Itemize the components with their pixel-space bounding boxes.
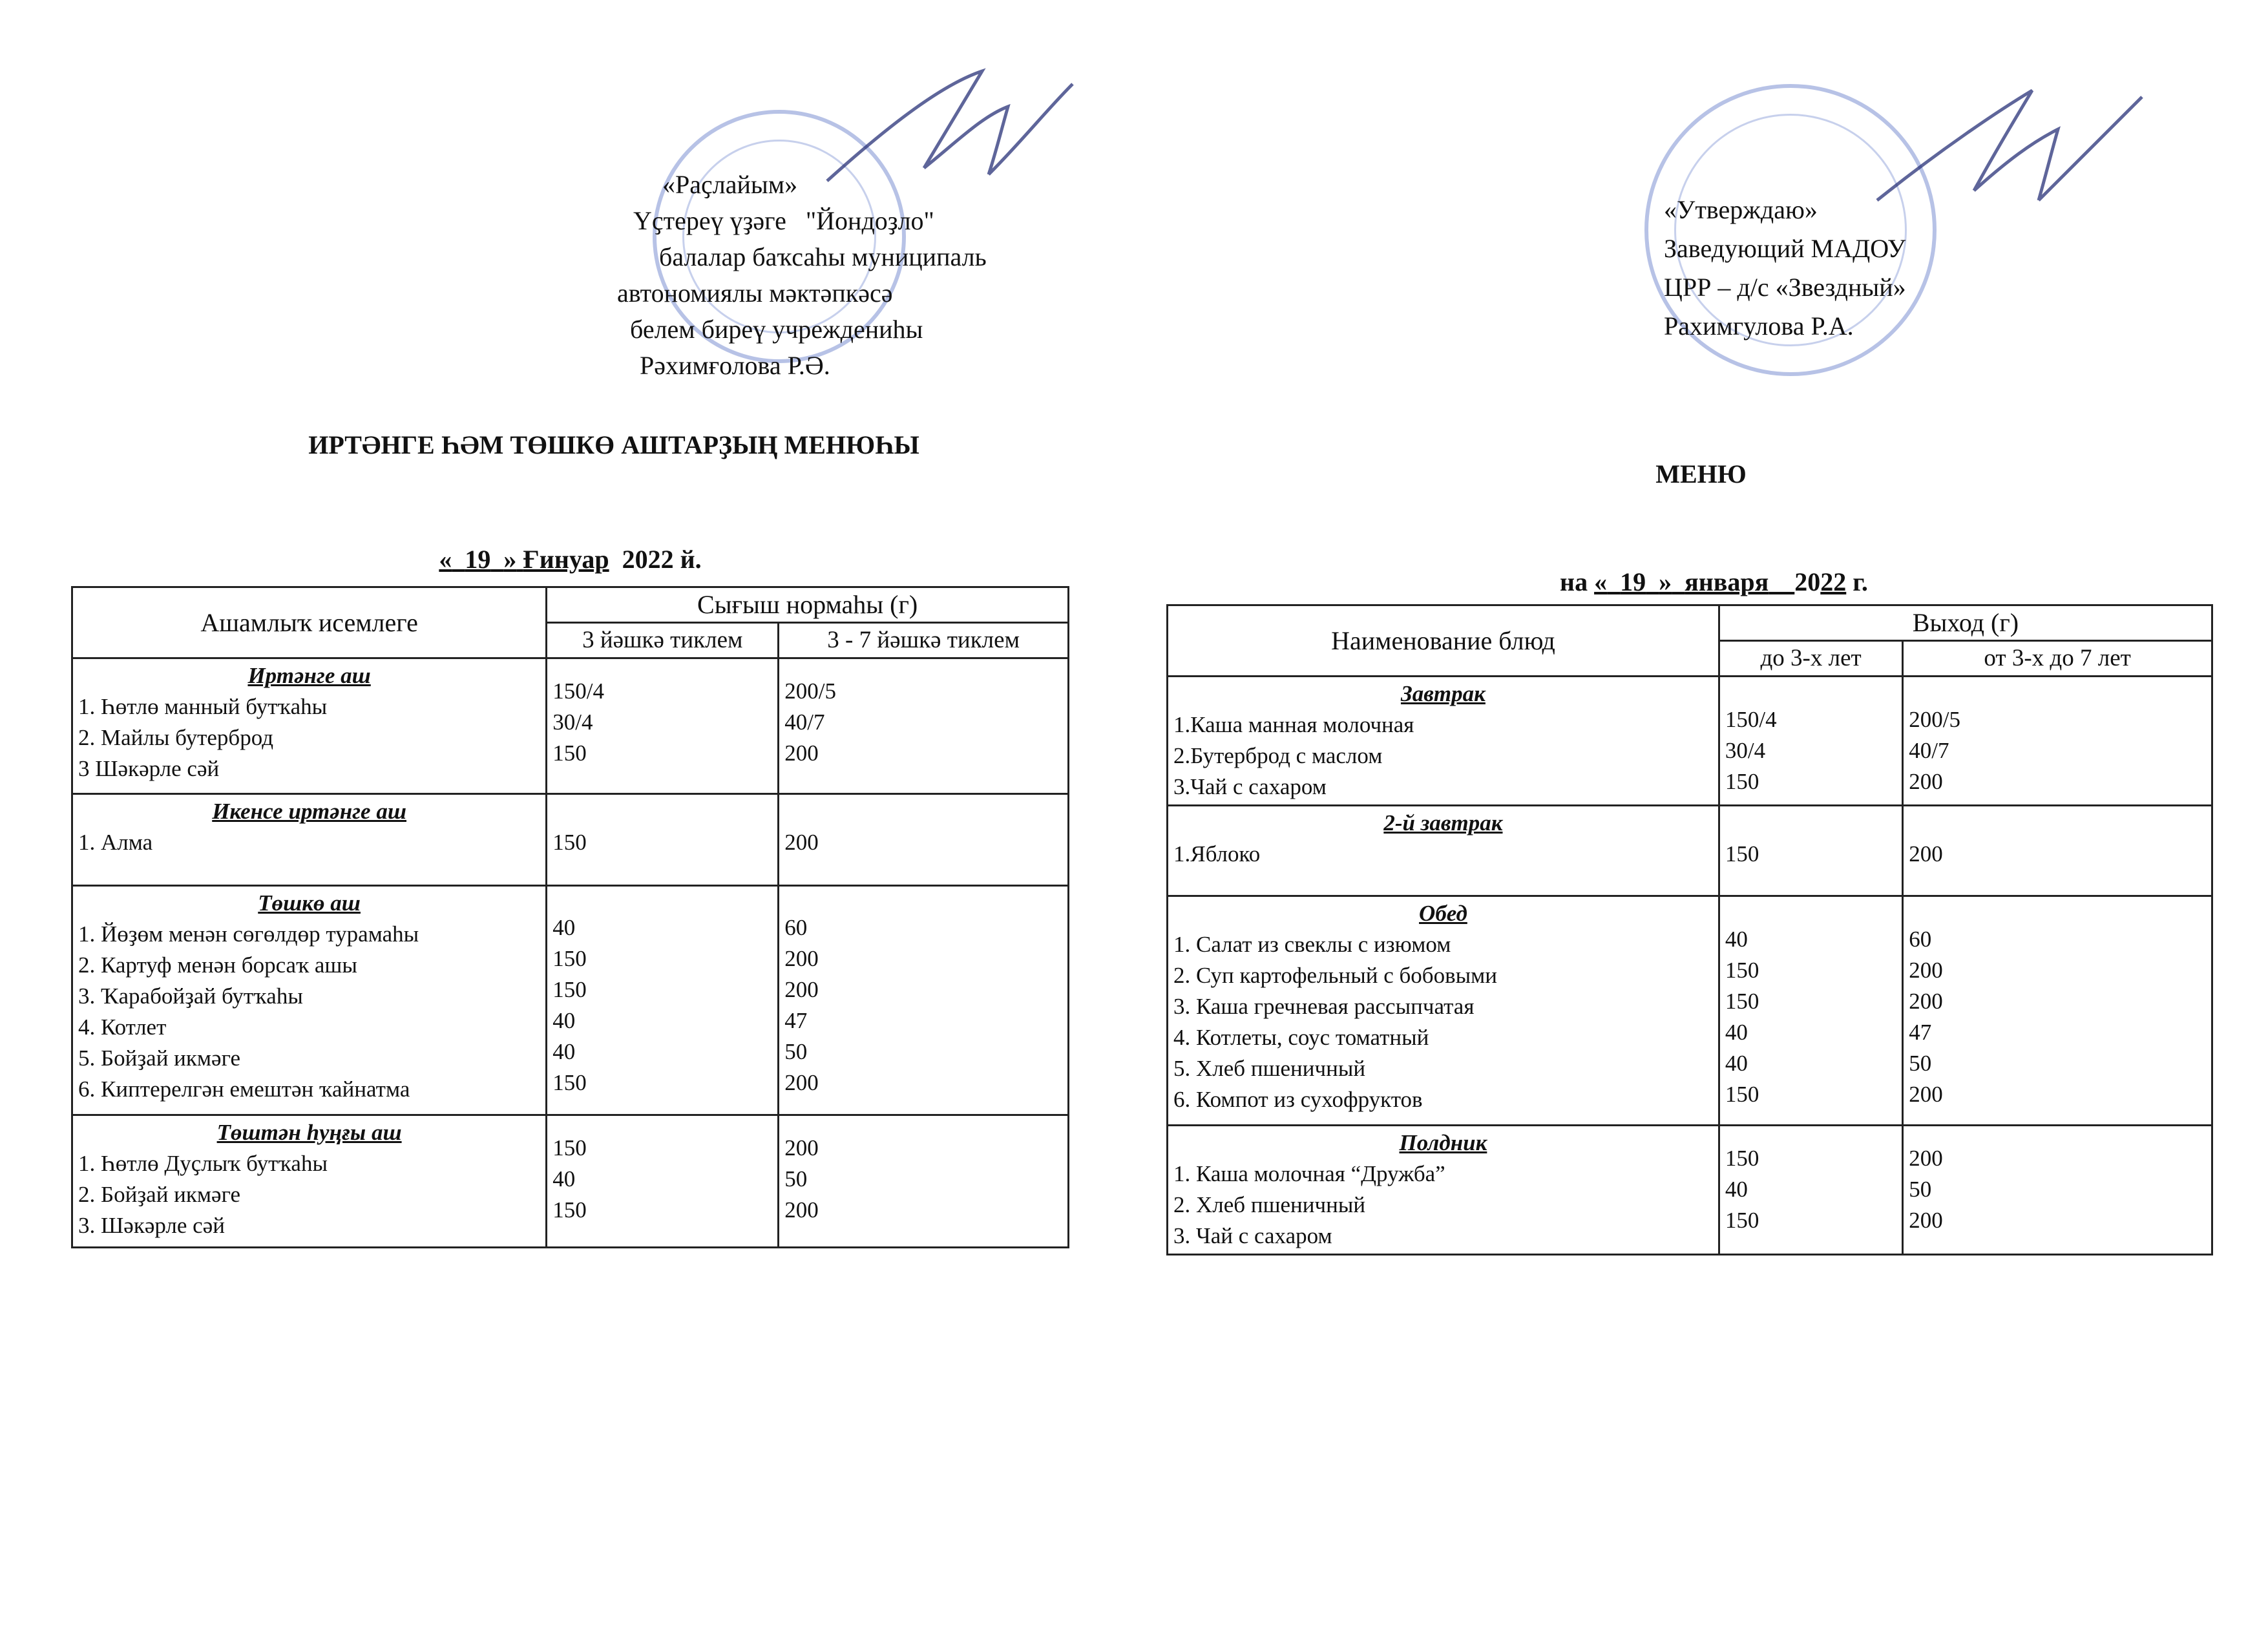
portion-value: 150/4: [552, 678, 604, 704]
dish-item: 2. Суп картофельный с бобовыми: [1173, 963, 1498, 988]
portion-value: 150: [1725, 1146, 1759, 1171]
dish-item: 6. Киптерелгән емештән ҡайнатма: [78, 1077, 410, 1102]
portion-value: 200: [784, 1135, 819, 1161]
portion-value: 200: [1909, 958, 1943, 983]
portion-value: 60: [784, 915, 808, 940]
portion-value: 200: [1909, 841, 1943, 867]
date-close: »: [503, 545, 517, 574]
date-open: «: [1594, 567, 1608, 596]
approval-line: автономиялы мәктәпкәсә: [617, 278, 893, 308]
dish-item: 2.Бутерброд с маслом: [1173, 743, 1383, 768]
column-header-output: Сығыш нормаһы (г): [547, 587, 1069, 623]
date-day: 19: [465, 545, 491, 574]
approval-line: Рәхимғолова Р.Ә.: [640, 351, 830, 380]
dish-item: 1. Һөтлө манный бутҡаһы: [78, 694, 328, 719]
meal-section-title: 2-й завтрак: [1383, 810, 1503, 835]
portion-value: 50: [784, 1166, 808, 1192]
portion-value: 50: [1909, 1177, 1932, 1202]
date-open: «: [439, 545, 452, 574]
portion-value: 47: [784, 1008, 808, 1033]
portion-value: 150/4: [1725, 707, 1777, 732]
table-row: [72, 794, 1069, 886]
meal-section-title: Төшкө аш: [258, 890, 361, 916]
date-year: 2022 й.: [622, 545, 702, 574]
table-row: [72, 886, 1069, 1115]
portion-value: 150: [1725, 958, 1759, 983]
portion-value: 40: [552, 915, 576, 940]
meal-section-title: Завтрак: [1400, 681, 1486, 706]
meal-section-title: Обед: [1419, 901, 1467, 926]
portion-value: 150: [552, 1070, 587, 1095]
portion-value: 40/7: [784, 709, 825, 735]
portion-value: 200: [784, 1070, 819, 1095]
portion-value: 200: [1909, 1146, 1943, 1171]
table-row: [1168, 896, 2212, 1126]
portion-value: 150: [552, 830, 587, 855]
portion-value: 40: [552, 1039, 576, 1064]
column-header-output: Выход (г): [1719, 605, 2212, 641]
approval-line: Рахимгулова Р.А.: [1664, 311, 1854, 341]
date-year-short: 22: [1820, 567, 1847, 596]
dish-item: 1. Салат из свеклы с изюмом: [1173, 932, 1451, 957]
page-title: ИРТӘНГЕ ҺӘМ ТӨШКӨ АШТАРҘЫҢ МЕНЮҺЫ: [308, 430, 919, 459]
portion-value: 200: [1909, 1082, 1943, 1107]
russian-page: [1134, 0, 2268, 1649]
portion-value: 40: [1725, 1020, 1748, 1045]
portion-value: 30/4: [1725, 738, 1766, 763]
dish-item: 3 Шәкәрле сәй: [78, 756, 220, 781]
date-prefix: на: [1560, 567, 1588, 596]
approval-block: [617, 167, 987, 384]
portion-value: 200/5: [1909, 707, 1960, 732]
dish-item: 5. Бойҙай икмәге: [78, 1045, 241, 1071]
date-year-century: 20: [1794, 567, 1821, 596]
portion-value: 150: [552, 1135, 587, 1161]
dish-item: 1.Яблоко: [1173, 841, 1261, 867]
column-header-age2: 3 - 7 йәшкә тиклем: [779, 623, 1069, 658]
approval-line: «Раҫлайым»: [662, 170, 798, 199]
portion-value: 60: [1909, 927, 1932, 952]
column-header-age1: до 3-х лет: [1719, 641, 1902, 677]
portion-value: 200: [784, 977, 819, 1002]
dish-item: 3. Шәкәрле сәй: [78, 1213, 225, 1238]
signature-icon: [1871, 71, 2155, 220]
menu-table: [1166, 604, 2213, 1255]
date-day: 19: [1620, 567, 1646, 596]
portion-value: 150: [552, 1197, 587, 1223]
column-header-name: Ашамлыҡ исемлеге: [72, 587, 547, 658]
portion-value: 47: [1909, 1020, 1932, 1045]
portion-value: 150: [1725, 769, 1759, 794]
dish-item: 3. Каша гречневая рассыпчатая: [1173, 994, 1475, 1019]
approval-line: Заведующий МАДОУ: [1664, 234, 1906, 263]
meal-section-title: Икенсе иртәнге аш: [212, 799, 407, 824]
table-row: [72, 658, 1069, 794]
portion-value: 50: [784, 1039, 808, 1064]
portion-value: 150: [552, 946, 587, 971]
portion-value: 200: [1909, 769, 1943, 794]
portion-value: 200: [1909, 989, 1943, 1014]
portion-value: 150: [552, 977, 587, 1002]
dish-item: 4. Котлет: [78, 1014, 167, 1040]
dish-item: 2. Картуф менән борсаҡ ашы: [78, 952, 357, 978]
portion-value: 50: [1909, 1051, 1932, 1076]
portion-value: 200: [784, 830, 819, 855]
portion-value: 200: [784, 1197, 819, 1223]
approval-line: «Утверждаю»: [1664, 195, 1818, 224]
table-row: [1168, 677, 2212, 806]
approval-block: [1664, 191, 1906, 346]
dish-item: 1. Йөҙөм менән сөгөлдөр турамаһы: [78, 921, 419, 947]
portion-value: 40: [552, 1008, 576, 1033]
portion-value: 40/7: [1909, 738, 1949, 763]
portion-value: 40: [1725, 1177, 1748, 1202]
portion-value: 40: [552, 1166, 576, 1192]
date-month: января: [1685, 567, 1769, 596]
dish-item: 1. Һөтлө Дуҫлыҡ бутҡаһы: [78, 1151, 328, 1176]
portion-value: 200: [1909, 1208, 1943, 1233]
column-header-age2: от 3-х до 7 лет: [1903, 641, 2212, 677]
dish-item: 6. Компот из сухофруктов: [1173, 1087, 1423, 1112]
approval-line: балалар баҡсаһы муниципаль: [659, 242, 987, 271]
menu-table: [71, 586, 1069, 1248]
dish-item: 1.Каша манная молочная: [1173, 712, 1414, 737]
meal-section-title: Полдник: [1399, 1130, 1487, 1155]
dish-item: 3. Ҡарабойҙай бутҡаһы: [78, 983, 303, 1009]
dish-item: 1. Алма: [78, 830, 153, 855]
table-row: [1168, 1126, 2212, 1255]
table-row: [1168, 806, 2212, 896]
date-month: Ғинуар: [523, 545, 609, 574]
portion-value: 40: [1725, 927, 1748, 952]
approval-line: ЦРР – д/с «Звездный»: [1664, 273, 1906, 302]
approval-line: белем биреү учреждениһы: [630, 315, 923, 344]
dish-item: 4. Котлеты, соус томатный: [1173, 1025, 1429, 1050]
dish-item: 2. Майлы бутерброд: [78, 725, 274, 750]
portion-value: 150: [1725, 989, 1759, 1014]
date-close: »: [1659, 567, 1672, 596]
portion-value: 40: [1725, 1051, 1748, 1076]
page-title: МЕНЮ: [1655, 459, 1747, 488]
portion-value: 150: [1725, 1082, 1759, 1107]
portion-value: 150: [552, 740, 587, 766]
portion-value: 150: [1725, 841, 1759, 867]
date-year-suffix: г.: [1846, 567, 1868, 596]
dish-item: 2. Хлеб пшеничный: [1173, 1192, 1366, 1217]
dish-item: 2. Бойҙай икмәге: [78, 1182, 241, 1207]
portion-value: 200: [784, 740, 819, 766]
portion-value: 30/4: [552, 709, 593, 735]
portion-value: 150: [1725, 1208, 1759, 1233]
dish-item: 3. Чай с сахаром: [1173, 1223, 1332, 1248]
column-header-name: Наименование блюд: [1168, 605, 1719, 677]
column-header-age1: 3 йәшкә тиклем: [547, 623, 779, 658]
meal-section-title: Иртәнге аш: [247, 663, 371, 688]
portion-value: 200/5: [784, 678, 837, 704]
portion-value: 200: [784, 946, 819, 971]
dish-item: 5. Хлеб пшеничный: [1173, 1056, 1366, 1081]
dish-item: 3.Чай с сахаром: [1173, 774, 1327, 799]
meal-section-title: Төштән һуңғы аш: [216, 1120, 402, 1145]
approval-line: Үҫтереү үҙәге "Йондоҙло": [633, 206, 934, 235]
dish-item: 1. Каша молочная “Дружба”: [1173, 1161, 1445, 1186]
table-row: [72, 1115, 1069, 1248]
